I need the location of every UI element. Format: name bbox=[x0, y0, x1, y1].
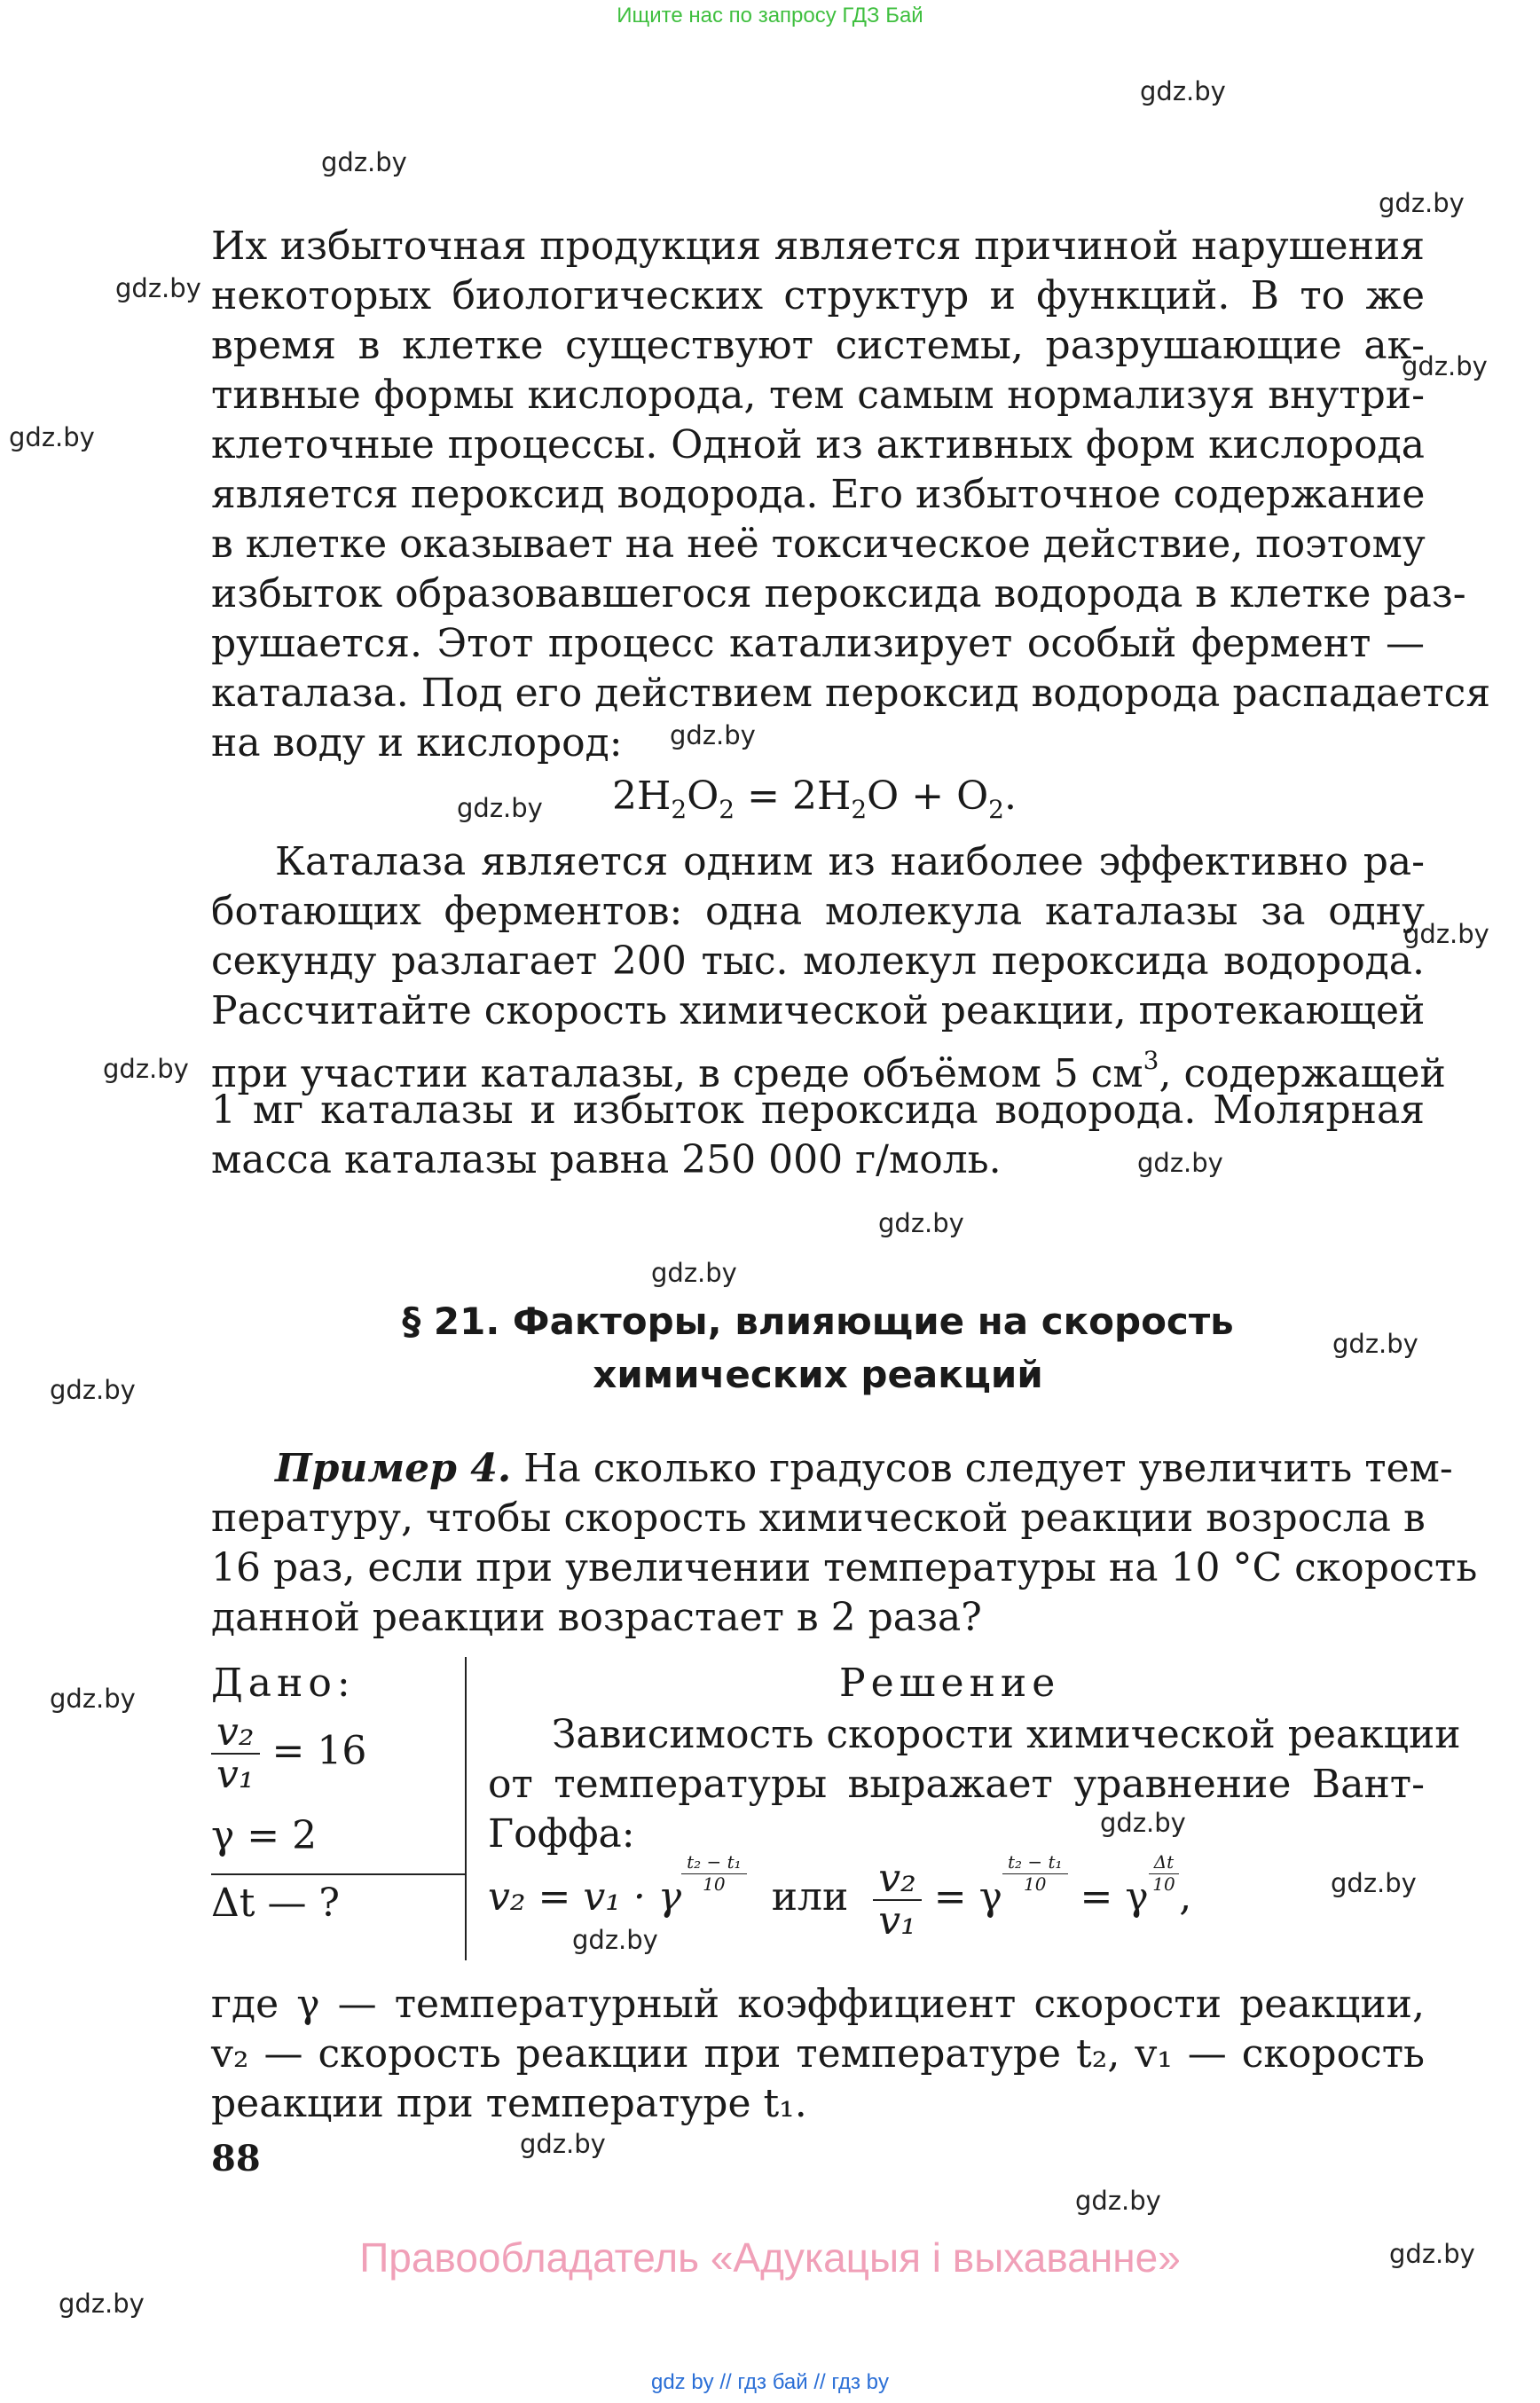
text-line: v₂ — скорость реакции при температуре t₂, v₁ — скорость bbox=[211, 2031, 1425, 2077]
watermark: gdz.by bbox=[321, 147, 407, 177]
given-ratio: $\frac{\text{v₂}}{\text{v₁}}$ = 16 bbox=[211, 1712, 366, 1795]
watermark: gdz.by bbox=[1389, 2239, 1475, 2269]
text-line: данной реакции возрастает в 2 раза? bbox=[211, 1595, 982, 1640]
section-heading bbox=[211, 1295, 1425, 1402]
given-separator bbox=[465, 1657, 467, 1960]
watermark: gdz.by bbox=[651, 1258, 737, 1288]
page-number: 88 bbox=[211, 2138, 261, 2179]
given-divider bbox=[211, 1873, 467, 1875]
text-line: Каталаза является одним из наиболее эффективно ра- bbox=[275, 839, 1425, 884]
watermark: gdz.by bbox=[572, 1925, 658, 1955]
text-line: является пероксид водорода. Его избыточное содержание bbox=[211, 472, 1426, 517]
bottom-links[interactable]: gdz by // гдз бай // гдз by bbox=[650, 2370, 890, 2394]
given-find: Δt — ? bbox=[211, 1881, 341, 1926]
watermark: gdz.by bbox=[1140, 76, 1226, 106]
example-problem bbox=[211, 1444, 1478, 1643]
watermark: gdz.by bbox=[1075, 2186, 1161, 2216]
text-line: масса каталазы равна 250 000 г/моль. bbox=[211, 1137, 1002, 1182]
watermark: gdz.by bbox=[1402, 351, 1488, 381]
watermark: gdz.by bbox=[670, 720, 756, 750]
watermark: gdz.by bbox=[457, 793, 543, 823]
text-line: некоторых биологических структур и функций. В то же bbox=[211, 273, 1425, 318]
watermark: gdz.by bbox=[1332, 1329, 1418, 1359]
text-line: где γ — температурный коэффициент скорости реакции, bbox=[211, 1982, 1425, 2027]
text-line: реакции при температуре t₁. bbox=[211, 2081, 807, 2126]
text-line: 1 мг каталазы и избыток пероксида водорода. Молярная bbox=[211, 1088, 1425, 1133]
watermark: gdz.by bbox=[9, 422, 95, 452]
watermark: gdz.by bbox=[59, 2289, 145, 2319]
text-line: Гоффа: bbox=[488, 1811, 635, 1857]
text-line: избыток образовавшегося пероксида водорода в клетке раз- bbox=[211, 571, 1466, 616]
watermark: gdz.by bbox=[520, 2129, 606, 2159]
text-line: Рассчитайте скорость химической реакции, протекающей bbox=[211, 988, 1426, 1033]
text-line: клеточные процессы. Одной из активных форм кислорода bbox=[211, 422, 1425, 467]
watermark: gdz.by bbox=[878, 1208, 964, 1238]
watermark: gdz.by bbox=[1100, 1808, 1186, 1838]
text-line: 16 раз, если при увеличении температуры на 10 °С скорость bbox=[211, 1545, 1478, 1590]
top-banner: Ищите нас по запросу ГДЗ Бай bbox=[617, 4, 923, 27]
explanation-paragraph bbox=[211, 1980, 1425, 2129]
watermark: gdz.by bbox=[1379, 188, 1465, 218]
text-line: при участии каталазы, в среде объёмом 5 $см^3$, содержащей bbox=[211, 1046, 1446, 1096]
text-line: секунду разлагает 200 тыс. молекул пероксида водорода. bbox=[211, 938, 1425, 984]
copyright-footer: Правообладатель «Адукацыя і выхаванне» bbox=[359, 2234, 1181, 2281]
text-line: время в клетке существуют системы, разрушающие ак- bbox=[211, 323, 1425, 368]
watermark: gdz.by bbox=[50, 1375, 136, 1405]
given-gamma: γ = 2 bbox=[211, 1813, 318, 1858]
text-line: Зависимость скорости химической реакции bbox=[552, 1712, 1461, 1757]
text-line: каталаза. Под его действием пероксид водорода распадается bbox=[211, 671, 1491, 716]
text-line: на воду и кислород: bbox=[211, 720, 623, 766]
vant-hoff-formula: v₂ = v₁ · γ $\frac{\text{t₂ − t₁}}{10}$ или $\frac{\text{v₂}}{\text{v₁}}$ = γ $\frac{\text{t₂ − t₁}}{10}$ = γ $\frac{\Delta t}{10}$ , bbox=[488, 1851, 1192, 1944]
text-line: пературу, чтобы скорость химической реакции возросла в bbox=[211, 1496, 1426, 1541]
watermark: gdz.by bbox=[103, 1054, 189, 1084]
watermark: gdz.by bbox=[1403, 919, 1489, 949]
text-line: тивные формы кислорода, тем самым нормализуя внутри- bbox=[211, 373, 1425, 418]
text-line: рушается. Этот процесс катализирует особый фермент — bbox=[211, 621, 1425, 666]
watermark: gdz.by bbox=[1331, 1868, 1417, 1898]
example-label: Пример 4. bbox=[275, 1446, 512, 1491]
section-heading-line: химических реакций bbox=[593, 1353, 1043, 1396]
given-title: Дано: bbox=[211, 1661, 356, 1706]
watermark: gdz.by bbox=[50, 1684, 136, 1714]
text-line: в клетке оказывает на неё токсическое действие, поэтому bbox=[211, 522, 1426, 567]
watermark: gdz.by bbox=[115, 273, 201, 303]
text-line: Их избыточная продукция является причиной нарушения bbox=[211, 224, 1425, 269]
solution-text bbox=[488, 1710, 1461, 1859]
reaction-equation: $2H_2O_2 = 2H_2O + O_2$. bbox=[612, 774, 1017, 824]
text-line: ботающих ферментов: одна молекула каталазы за одну bbox=[211, 889, 1425, 934]
text-line: Пример 4. На сколько градусов следует увеличить тем- bbox=[275, 1446, 1453, 1491]
text-line: от температуры выражает уравнение Вант- bbox=[488, 1762, 1425, 1807]
watermark: gdz.by bbox=[1137, 1148, 1223, 1178]
solution-title: Решение bbox=[839, 1661, 1061, 1706]
section-heading-line: § 21. Факторы, влияющие на скорость bbox=[402, 1300, 1234, 1343]
